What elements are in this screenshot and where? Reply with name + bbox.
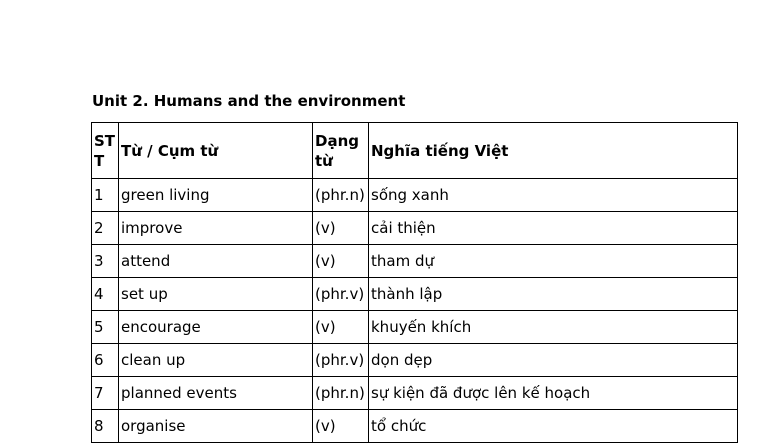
row-word: improve [119,212,313,245]
table-row [92,377,738,410]
table-header-row [92,123,738,179]
header-stt: ST T [92,123,119,179]
table-row [92,212,738,245]
row-number: 7 [92,377,119,410]
row-meaning: cải thiện [369,212,738,245]
table-row [92,344,738,377]
vocabulary-table [91,122,738,443]
row-meaning: khuyến khích [369,311,738,344]
row-type: (v) [313,410,369,443]
row-meaning: sống xanh [369,179,738,212]
row-type: (v) [313,311,369,344]
row-meaning: dọn dẹp [369,344,738,377]
row-word: attend [119,245,313,278]
row-meaning: tham dự [369,245,738,278]
document-title: Unit 2. Humans and the environment [92,92,406,110]
row-word: planned events [119,377,313,410]
row-number: 2 [92,212,119,245]
row-number: 5 [92,311,119,344]
row-number: 3 [92,245,119,278]
row-meaning: sự kiện đã được lên kế hoạch [369,377,738,410]
row-word: encourage [119,311,313,344]
row-type: (phr.v) [313,344,369,377]
row-word: green living [119,179,313,212]
row-number: 1 [92,179,119,212]
row-word: clean up [119,344,313,377]
table-row [92,278,738,311]
header-type: Dạng từ [313,123,369,179]
row-meaning: tổ chức [369,410,738,443]
table-row [92,410,738,443]
row-type: (v) [313,245,369,278]
row-type: (phr.n) [313,179,369,212]
table-row [92,311,738,344]
header-meaning: Nghĩa tiếng Việt [369,123,738,179]
row-type: (v) [313,212,369,245]
row-number: 6 [92,344,119,377]
row-number: 4 [92,278,119,311]
table-row [92,179,738,212]
row-number: 8 [92,410,119,443]
header-word: Từ / Cụm từ [119,123,313,179]
row-meaning: thành lập [369,278,738,311]
row-word: set up [119,278,313,311]
table-row [92,245,738,278]
row-word: organise [119,410,313,443]
row-type: (phr.v) [313,278,369,311]
row-type: (phr.n) [313,377,369,410]
